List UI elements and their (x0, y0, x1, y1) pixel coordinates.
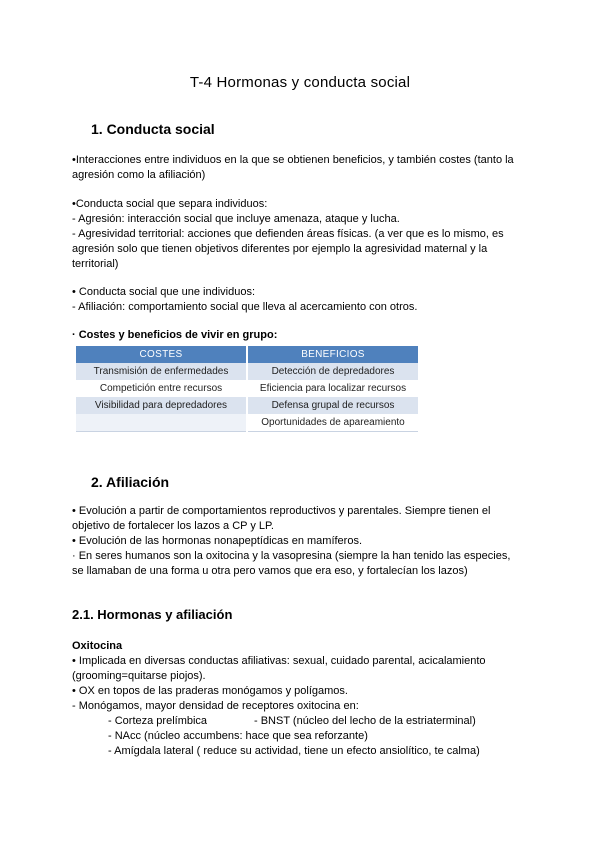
sub-list-item: - BNST (núcleo del lecho de la estriaterminal) (254, 715, 476, 727)
table-cell: Visibilidad para depredadores (76, 397, 247, 414)
table-row (76, 380, 418, 397)
table-cell (76, 414, 247, 432)
table-row (76, 363, 418, 380)
table-cell: Transmisión de enfermedades (76, 363, 247, 380)
paragraph-line: •Interacciones entre individuos en la que se obtienen beneficios, y también costes (tanto la (72, 154, 514, 166)
paragraph-line: (grooming=quitarse piojos). (72, 670, 206, 682)
table-caption: · Costes y beneficios de vivir en grupo: (72, 329, 278, 341)
paragraph-line: - Agresividad territorial: acciones que defienden áreas físicas. (a ver que es lo mismo, es (72, 228, 504, 240)
paragraph-line: - Monógamos, mayor densidad de receptores oxitocina en: (72, 700, 359, 712)
section-1-heading: 1. Conducta social (91, 121, 215, 137)
section-2-heading: 2. Afiliación (91, 474, 170, 490)
costs-benefits-table (76, 346, 418, 432)
table-cell: Detección de depredadores (247, 363, 418, 380)
paragraph-line: territorial) (72, 258, 119, 270)
table-row (76, 414, 418, 432)
table-header-beneficios: BENEFICIOS (247, 346, 418, 363)
oxitocina-heading: Oxitocina (72, 640, 123, 652)
table-row (76, 397, 418, 414)
section-2-1-heading: 2.1. Hormonas y afiliación (72, 607, 233, 622)
table-header-costes: COSTES (76, 346, 247, 363)
sub-list-item: - Amígdala lateral ( reduce su actividad, tiene un efecto ansiolítico, te calma) (108, 745, 480, 757)
paragraph-line: • Evolución a partir de comportamientos reproductivos y parentales. Siempre tienen el (72, 505, 491, 517)
paragraph-line: • Implicada en diversas conductas afiliativas: sexual, cuidado parental, acicalamiento (72, 655, 486, 667)
page-title: T-4 Hormonas y conducta social (189, 74, 411, 91)
table-cell: Oportunidades de apareamiento (247, 414, 418, 432)
paragraph-line: se llamaban de una forma u otra pero vamos que era eso, y fortalecían los lazos) (72, 565, 468, 577)
paragraph-line: • Conducta social que une individuos: (72, 286, 256, 298)
table-cell: Defensa grupal de recursos (247, 397, 418, 414)
paragraph-line: · En seres humanos son la oxitocina y la vasopresina (siempre la han tenido las especies, (72, 550, 511, 562)
paragraph-line: • Evolución de las hormonas nonapeptídicas en mamíferos. (72, 535, 363, 547)
table-cell: Eficiencia para localizar recursos (247, 380, 418, 397)
sub-list-item: - Corteza prelímbica (108, 715, 208, 727)
paragraph-line: objetivo de fortalecer los lazos a CP y LP. (72, 520, 274, 532)
table-cell: Competición entre recursos (76, 380, 247, 397)
sub-list-item: - NAcc (núcleo accumbens: hace que sea reforzante) (108, 730, 368, 742)
paragraph-line: • OX en topos de las praderas monógamos y polígamos. (72, 685, 348, 697)
paragraph-line: •Conducta social que separa individuos: (72, 198, 268, 210)
paragraph-line: - Agresión: interacción social que incluye amenaza, ataque y lucha. (72, 213, 400, 225)
paragraph-line: agresión solo que tienen objetivos diferentes por ejemplo la agresividad maternal y la (72, 243, 488, 255)
paragraph-line: - Afiliación: comportamiento social que lleva al acercamiento con otros. (72, 301, 418, 313)
paragraph-line: agresión como la afiliación) (72, 169, 206, 181)
